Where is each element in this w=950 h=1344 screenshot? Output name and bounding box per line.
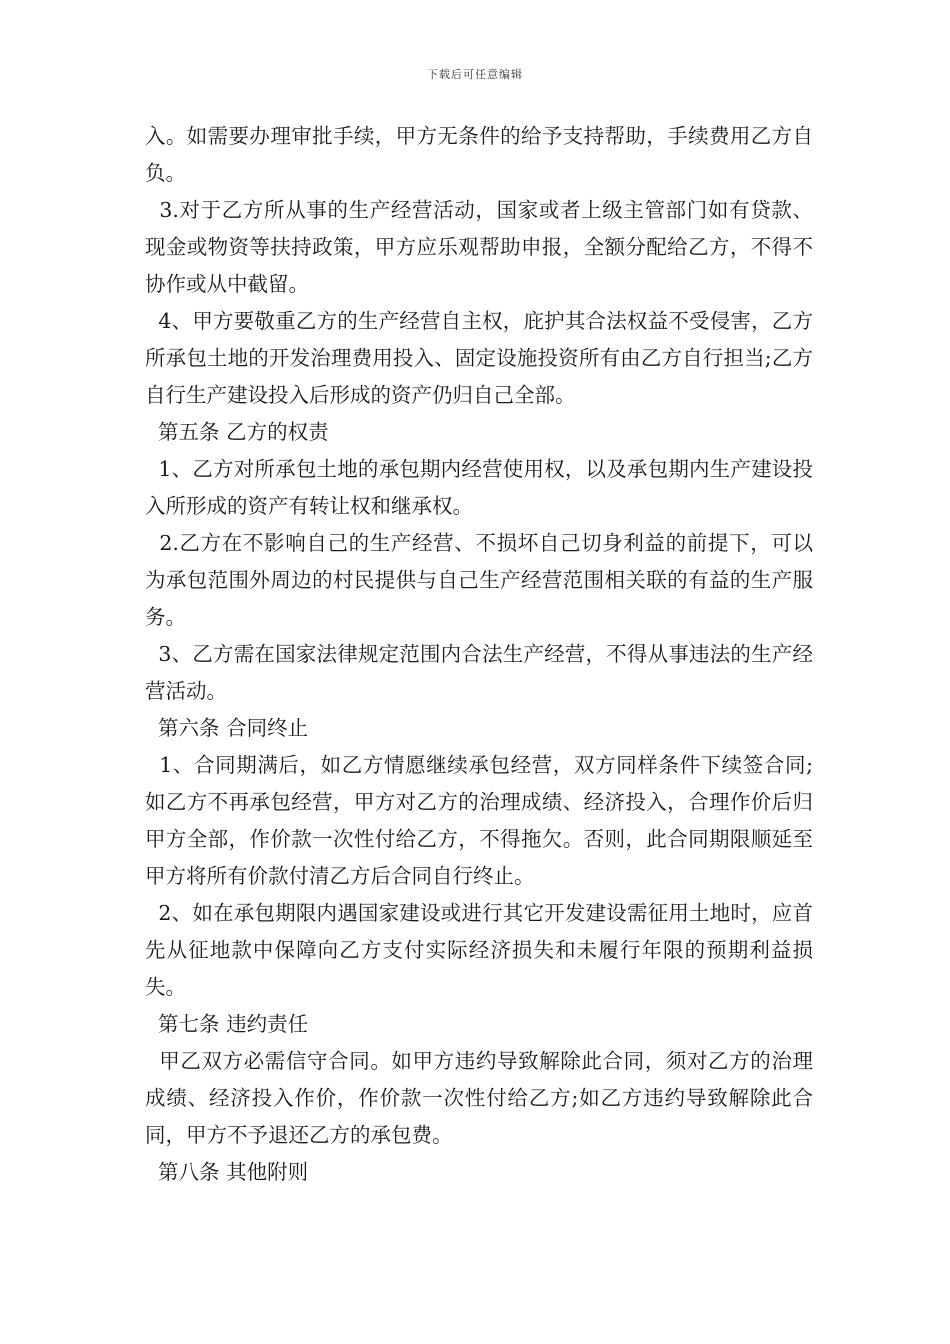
document-body — [145, 118, 813, 1191]
paragraph: 2.乙方在不影响自己的生产经营、不损坏自己切身利益的前提下，可以为承包范围外周边的村民提供与自己生产经营范围相关联的有益的生产服务。 — [145, 531, 813, 629]
section-heading: 第八条 其他附则 — [145, 1160, 309, 1184]
paragraph: 入。如需要办理审批手续，甲方无条件的给予支持帮助，手续费用乙方自负。 — [145, 124, 813, 185]
paragraph: 1、合同期满后，如乙方情愿继续承包经营，双方同样条件下续签合同;如乙方不再承包经营，甲方对乙方的治理成绩、经济投入，合理作价后归甲方全部，作价款一次性付给乙方，不得拖欠。否则，此合同期限顺延至甲方将所有价款付清乙方后合同自行终止。 — [145, 753, 813, 888]
paragraph: 4、甲方要敬重乙方的生产经营自主权，庇护其合法权益不受侵害，乙方所承包土地的开发治理费用投入、固定设施投资所有由乙方自行担当;乙方自行生产建设投入后形成的资产仍归自己全部。 — [145, 309, 813, 407]
section-heading: 第七条 违约责任 — [145, 1012, 309, 1036]
paragraph: 3、乙方需在国家法律规定范围内合法生产经营，不得从事违法的生产经营活动。 — [145, 642, 813, 703]
paragraph: 1、乙方对所承包土地的承包期内经营使用权，以及承包期内生产建设投入所形成的资产有转让权和继承权。 — [145, 457, 813, 518]
paragraph: 2、如在承包期限内遇国家建设或进行其它开发建设需征用土地时，应首先从征地款中保障向乙方支付实际经济损失和未履行年限的预期利益损失。 — [145, 901, 813, 999]
paragraph: 甲乙双方必需信守合同。如甲方违约导致解除此合同，须对乙方的治理成绩、经济投入作价，作价款一次性付给乙方;如乙方违约导致解除此合同，甲方不予退还乙方的承包费。 — [145, 1049, 813, 1147]
section-heading: 第六条 合同终止 — [145, 716, 309, 740]
paragraph: 3.对于乙方所从事的生产经营活动，国家或者上级主管部门如有贷款、现金或物资等扶持政策，甲方应乐观帮助申报，全额分配给乙方，不得不协作或从中截留。 — [145, 198, 813, 296]
page-header-note: 下载后可任意编辑 — [427, 68, 523, 81]
section-heading: 第五条 乙方的权责 — [145, 420, 329, 444]
